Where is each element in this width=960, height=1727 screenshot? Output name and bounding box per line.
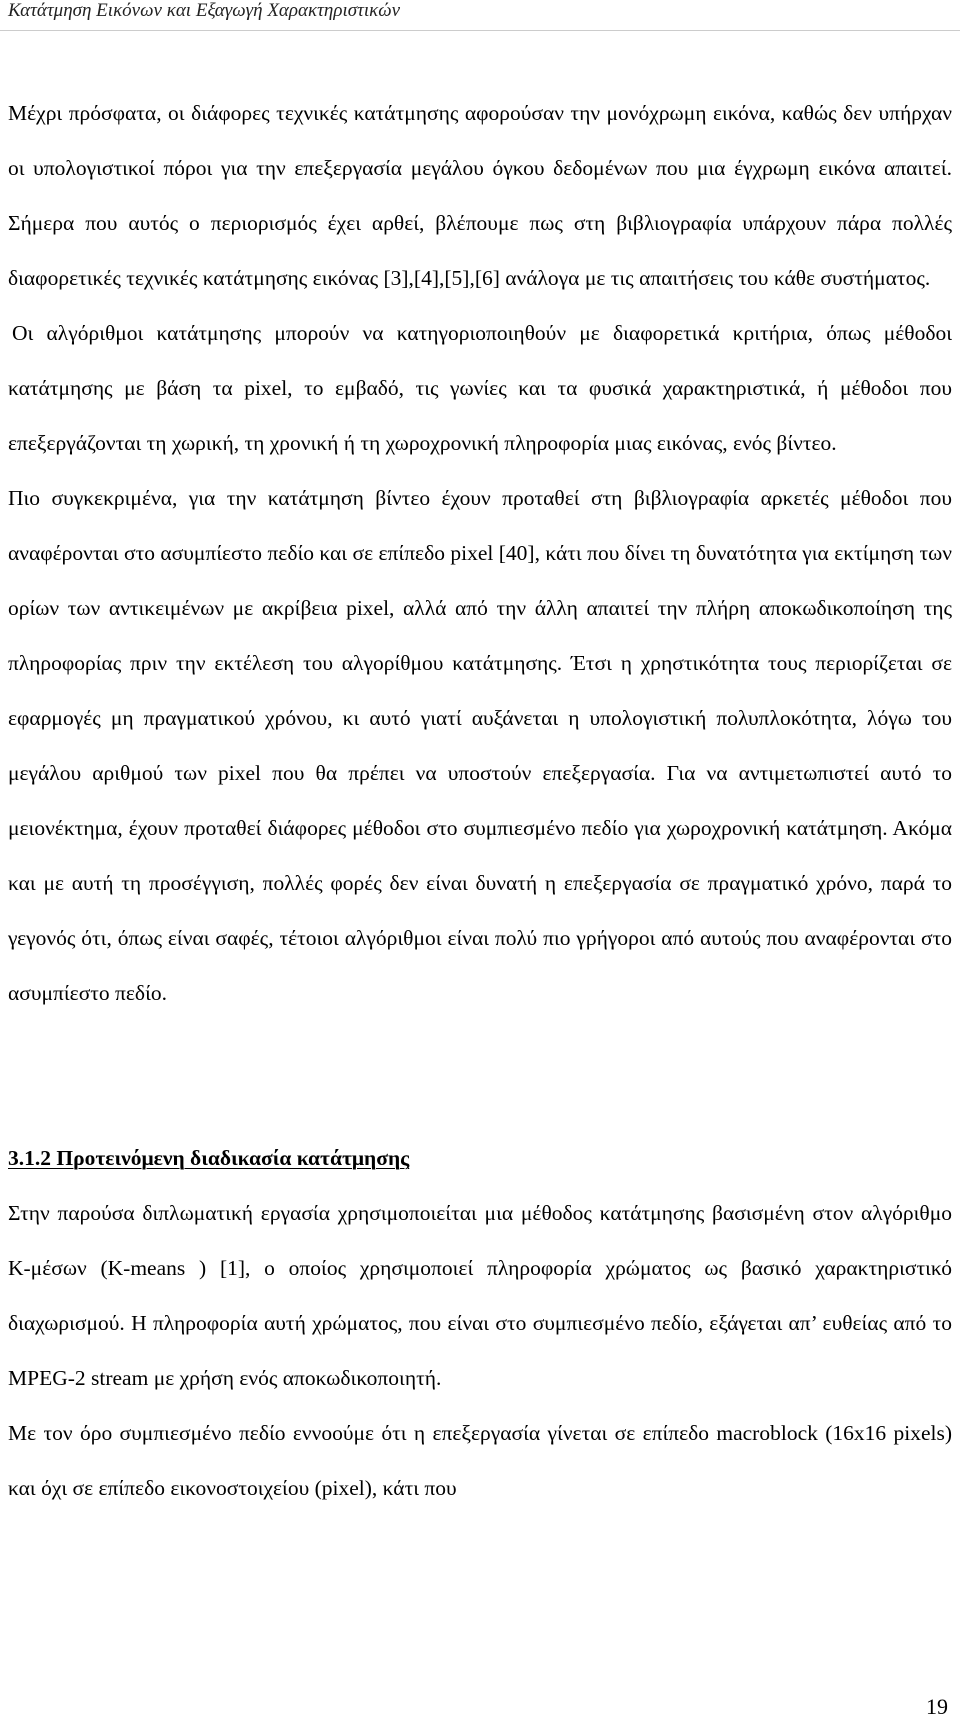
- paragraph-video-segmentation: Πιο συγκεκριμένα, για την κατάτμηση βίντεο έχουν προταθεί στη βιβλιογραφία αρκετές μέθοδοι που αναφέρονται στο ασυμπίεστο πεδίο και σε επίπεδο pixel [40], κάτι που δίνει τη δυνατότητα για εκτίμηση των ορίων των αντικειμένων με ακρίβεια pixel, αλλά από την άλλη απαιτεί την πλήρη αποκωδικοποίηση της πληροφορίας πριν την εκτέλεση του αλγορίθμου κατάτμησης. Έτσι η χρηστικότητα τους περιορίζεται σε εφαρμογές μη πραγματικού χρόνου, κι αυτό γιατί αυξάνεται η υπολογιστική πολυπλοκότητα, λόγω του μεγάλου αριθμού των pixel που θα πρέπει να υποστούν επεξεργασία. Για να αντιμετωπιστεί αυτό το μειονέκτημα, έχουν προταθεί διάφορες μέθοδοι στο συμπιεσμένο πεδίο για χωροχρονική κατάτμηση. Ακόμα και με αυτή τη προσέγγιση, πολλές φορές δεν είναι δυνατή η επεξεργασία σε πραγματικό χρόνο, παρά το γεγονός ότι, όπως είναι σαφές, τέτοιοι αλγόριθμοι είναι πολύ πιο γρήγοροι από αυτούς που αναφέρονται στο ασυμπίεστο πεδίο.: [8, 486, 952, 1005]
- section-heading: 3.1.2 Προτεινόμενη διαδικασία κατάτμησης: [8, 1146, 410, 1170]
- paragraph-intro: Μέχρι πρόσφατα, οι διάφορες τεχνικές κατάτμησης αφορούσαν την μονόχρωμη εικόνα, καθώς δεν υπήρχαν οι υπολογιστικοί πόροι για την επεξεργασία μεγάλου όγκου δεδομένων που μια έγχρωμη εικόνα απαιτεί. Σήμερα που αυτός ο περιορισμός έχει αρθεί, βλέπουμε πως στη βιβλιογραφία υπάρχουν πάρα πολλές διαφορετικές τεχνικές κατάτμησης εικόνας [3],[4],[5],[6] ανάλογα με τις απαιτήσεις του κάθε συστήματος.: [8, 101, 952, 290]
- paragraph-algorithms: Οι αλγόριθμοι κατάτμησης μπορούν να κατηγοριοποιηθούν με διαφορετικά κριτήρια, όπως μέθοδοι κατάτμησης με βάση τα pixel, το εμβαδό, τις γωνίες και τα φυσικά χαρακτηριστικά, ή μέθοδοι που επεξεργάζονται τη χωρική, τη χρονική ή τη χωροχρονική πληροφορία μιας εικόνας, ενός βίντεο.: [8, 321, 952, 455]
- page-number: 19: [926, 1694, 948, 1719]
- section-spacer: [8, 1021, 952, 1131]
- running-header: Κατάτμηση Εικόνων και Εξαγωγή Χαρακτηριστικών: [8, 0, 400, 21]
- paragraph-compressed-domain: Με τον όρο συμπιεσμένο πεδίο εννοούμε ότι η επεξεργασία γίνεται σε επίπεδο macroblock (16x16 pixels) και όχι σε επίπεδο εικονοστοιχείου (pixel), κάτι που: [8, 1421, 952, 1500]
- header-divider: [0, 30, 960, 31]
- paragraph-proposed-method: Στην παρούσα διπλωματική εργασία χρησιμοποιείται μια μέθοδος κατάτμησης βασισμένη στον αλγόριθμο Κ-μέσων (K-means ) [1], ο οποίος χρησιμοποιεί πληροφορία χρώματος ως βασικό χαρακτηριστικό διαχωρισμού. Η πληροφορία αυτή χρώματος, που είναι στο συμπιεσμένο πεδίο, εξάγεται απ’ ευθείας από το MPEG-2 stream με χρήση ενός αποκωδικοποιητή.: [8, 1201, 952, 1390]
- document-body: [8, 86, 952, 1516]
